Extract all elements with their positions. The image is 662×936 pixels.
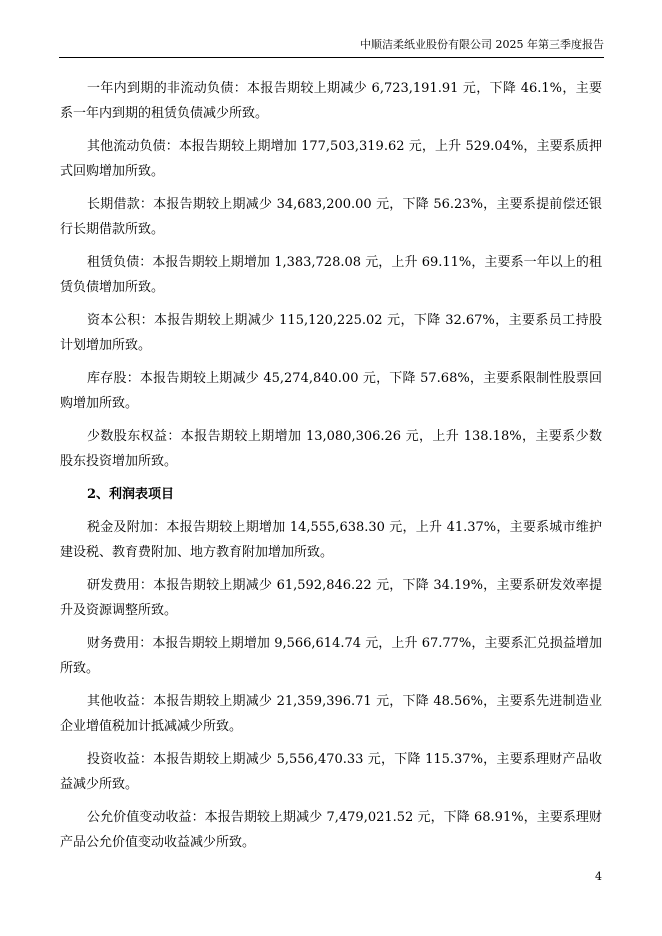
paragraph-lease-liabilities: 租赁负债：本报告期较上期增加 1,383,728.08 元，上升 69.11%，主要系一年以上的租赁负债增加所致。 (60, 255, 602, 295)
paragraph-treasury-stock: 库存股：本报告期较上期减少 45,274,840.00 元，下降 57.68%，主要系限制性股票回购增加所致。 (60, 371, 602, 411)
paragraph-fair-value-change: 公允价值变动收益：本报告期较上期减少 7,479,021.52 元，下降 68.91%，主要系理财产品公允价值变动收益减少所致。 (60, 810, 602, 850)
document-body (60, 76, 602, 863)
paragraph-capital-reserve: 资本公积：本报告期较上期减少 115,120,225.02 元，下降 32.67%，主要系员工持股计划增加所致。 (60, 313, 602, 353)
paragraph-other-current-liabilities: 其他流动负债：本报告期较上期增加 177,503,319.62 元，上升 529.04%，主要系质押式回购增加所致。 (60, 139, 602, 179)
header-rule (59, 57, 604, 58)
paragraph-investment-income: 投资收益：本报告期较上期减少 5,556,470.33 元，下降 115.37%，主要系理财产品收益减少所致。 (60, 752, 602, 792)
paragraph-other-income: 其他收益：本报告期较上期减少 21,359,396.71 元，下降 48.56%，主要系先进制造业企业增值税加计抵减减少所致。 (60, 694, 602, 734)
page-number: 4 (595, 870, 602, 883)
paragraph-current-noncurrent-liabilities: 一年内到期的非流动负债：本报告期较上期减少 6,723,191.91 元，下降 46.1%，主要系一年内到期的租赁负债减少所致。 (60, 81, 602, 121)
paragraph-rd-expenses: 研发费用：本报告期较上期减少 61,592,846.22 元，下降 34.19%，主要系研发效率提升及资源调整所致。 (60, 578, 602, 618)
paragraph-minority-interest: 少数股东权益：本报告期较上期增加 13,080,306.26 元，上升 138.18%，主要系少数股东投资增加所致。 (60, 429, 602, 469)
page-header: 中顺洁柔纸业股份有限公司 2025 年第三季度报告 (360, 38, 604, 51)
paragraph-long-term-loans: 长期借款：本报告期较上期减少 34,683,200.00 元，下降 56.23%，主要系提前偿还银行长期借款所致。 (60, 197, 602, 237)
paragraph-financial-expenses: 财务费用：本报告期较上期增加 9,566,614.74 元，上升 67.77%，主要系汇兑损益增加所致。 (60, 636, 602, 676)
paragraph-taxes-surcharges: 税金及附加：本报告期较上期增加 14,555,638.30 元，上升 41.37%，主要系城市维护建设税、教育费附加、地方教育附加增加所致。 (60, 520, 602, 560)
section-heading-income-statement: 2、利润表项目 (87, 487, 175, 502)
